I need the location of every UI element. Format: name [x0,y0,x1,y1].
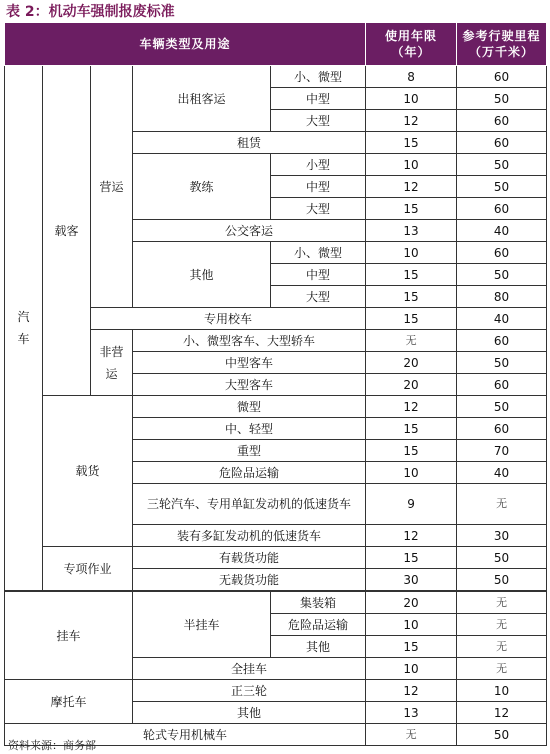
label-banguache: 半挂车 [133,591,271,658]
label-qita: 其他 [133,242,271,308]
label-zhongxing: 重型 [133,440,366,462]
label-zaihuo: 载货 [43,396,133,547]
label-size: 小、微型 [271,66,366,88]
value-mileage: 50 [457,724,547,746]
value-mileage: 60 [457,66,547,88]
label-chuzu: 出租客运 [133,66,271,132]
value-mileage: 50 [457,88,547,110]
label-wuzaihuo: 无载货功能 [133,569,366,592]
source-note: 资料来源：商务部 [8,739,96,752]
value-mileage: 50 [457,176,547,198]
table-row [5,396,547,418]
label-size: 大型 [271,198,366,220]
value-mileage: 40 [457,462,547,484]
value-years: 20 [366,352,457,374]
value-mileage: 50 [457,396,547,418]
label-guache: 挂车 [5,591,133,680]
value-mileage: 无 [457,636,547,658]
label-zaike: 载客 [43,66,91,396]
value-mileage: 60 [457,198,547,220]
value-years: 12 [366,176,457,198]
value-years: 无 [366,724,457,746]
label-motuo: 摩托车 [5,680,133,724]
label-youzaihuo: 有载货功能 [133,547,366,569]
value-mileage: 60 [457,374,547,396]
label-jiaolian: 教练 [133,154,271,220]
label-size: 小型 [271,154,366,176]
label-size: 中型 [271,88,366,110]
table-row [5,680,547,702]
value-mileage: 10 [457,680,547,702]
label-size: 中型 [271,264,366,286]
value-mileage: 12 [457,702,547,724]
value-years: 30 [366,569,457,592]
label-fy3: 大型客车 [133,374,366,396]
label-gongjiao: 公交客运 [133,220,366,242]
value-mileage: 50 [457,154,547,176]
value-mileage: 无 [457,614,547,636]
value-years: 12 [366,525,457,547]
value-years: 12 [366,680,457,702]
value-years: 15 [366,547,457,569]
value-years: 15 [366,198,457,220]
value-mileage: 60 [457,132,547,154]
value-years: 10 [366,462,457,484]
value-years: 15 [366,308,457,330]
label-size: 大型 [271,286,366,308]
value-years: 15 [366,440,457,462]
value-mileage: 30 [457,525,547,547]
label-qita2: 其他 [271,636,366,658]
label-size: 中型 [271,176,366,198]
value-mileage: 70 [457,440,547,462]
scrap-standard-table [4,22,546,746]
header-years: 使用年限 （年） [366,23,457,66]
header-row [5,23,547,66]
label-duogang: 装有多缸发动机的低速货车 [133,525,366,547]
value-years: 12 [366,110,457,132]
value-years: 15 [366,418,457,440]
label-fy2: 中型客车 [133,352,366,374]
table-row [5,591,547,614]
header-mileage: 参考行驶里程 （万千米） [457,23,547,66]
label-weixing: 微型 [133,396,366,418]
value-mileage: 60 [457,242,547,264]
label-size: 小、微型 [271,242,366,264]
value-mileage: 60 [457,418,547,440]
value-mileage: 无 [457,658,547,680]
value-years: 15 [366,286,457,308]
label-fy1: 小、微型客车、大型轿车 [133,330,366,352]
label-size: 大型 [271,110,366,132]
label-zhengsanlun: 正三轮 [133,680,366,702]
value-years: 10 [366,614,457,636]
label-zulin: 租赁 [133,132,366,154]
label-qita3: 其他 [133,702,366,724]
value-years: 10 [366,658,457,680]
value-mileage: 50 [457,352,547,374]
label-yingyun: 营运 [91,66,133,308]
value-years: 12 [366,396,457,418]
value-mileage: 40 [457,308,547,330]
label-quanguache: 全挂车 [133,658,366,680]
value-mileage: 50 [457,264,547,286]
table-row [5,547,547,569]
label-jizhuangxiang: 集装箱 [271,591,366,614]
value-years: 10 [366,242,457,264]
value-mileage: 40 [457,220,547,242]
value-mileage: 50 [457,569,547,592]
label-sanlun: 三轮汽车、专用单缸发动机的低速货车 [133,484,366,525]
value-years: 10 [366,88,457,110]
value-years: 15 [366,264,457,286]
value-years: 13 [366,220,457,242]
label-weixianpin: 危险品运输 [133,462,366,484]
label-zhuanxiang: 专项作业 [43,547,133,592]
value-years: 20 [366,374,457,396]
value-mileage: 无 [457,591,547,614]
value-years: 13 [366,702,457,724]
value-years: 10 [366,154,457,176]
value-years: 8 [366,66,457,88]
value-mileage: 60 [457,330,547,352]
value-years: 15 [366,132,457,154]
value-years: 20 [366,591,457,614]
value-years: 15 [366,636,457,658]
label-weixianpin2: 危险品运输 [271,614,366,636]
label-zhongqing: 中、轻型 [133,418,366,440]
label-qiche: 汽 车 [5,66,43,592]
value-years: 9 [366,484,457,525]
value-mileage: 50 [457,547,547,569]
value-mileage: 80 [457,286,547,308]
label-feiyingyun: 非营 运 [91,330,133,396]
value-years: 无 [366,330,457,352]
label-xiaoche: 专用校车 [91,308,366,330]
value-mileage: 无 [457,484,547,525]
header-category: 车辆类型及用途 [5,23,366,66]
value-mileage: 60 [457,110,547,132]
table-title: 表 2：机动车强制报废标准 [6,4,175,20]
label-lunshi: 轮式专用机械车 [5,724,366,746]
table-row [5,66,547,88]
